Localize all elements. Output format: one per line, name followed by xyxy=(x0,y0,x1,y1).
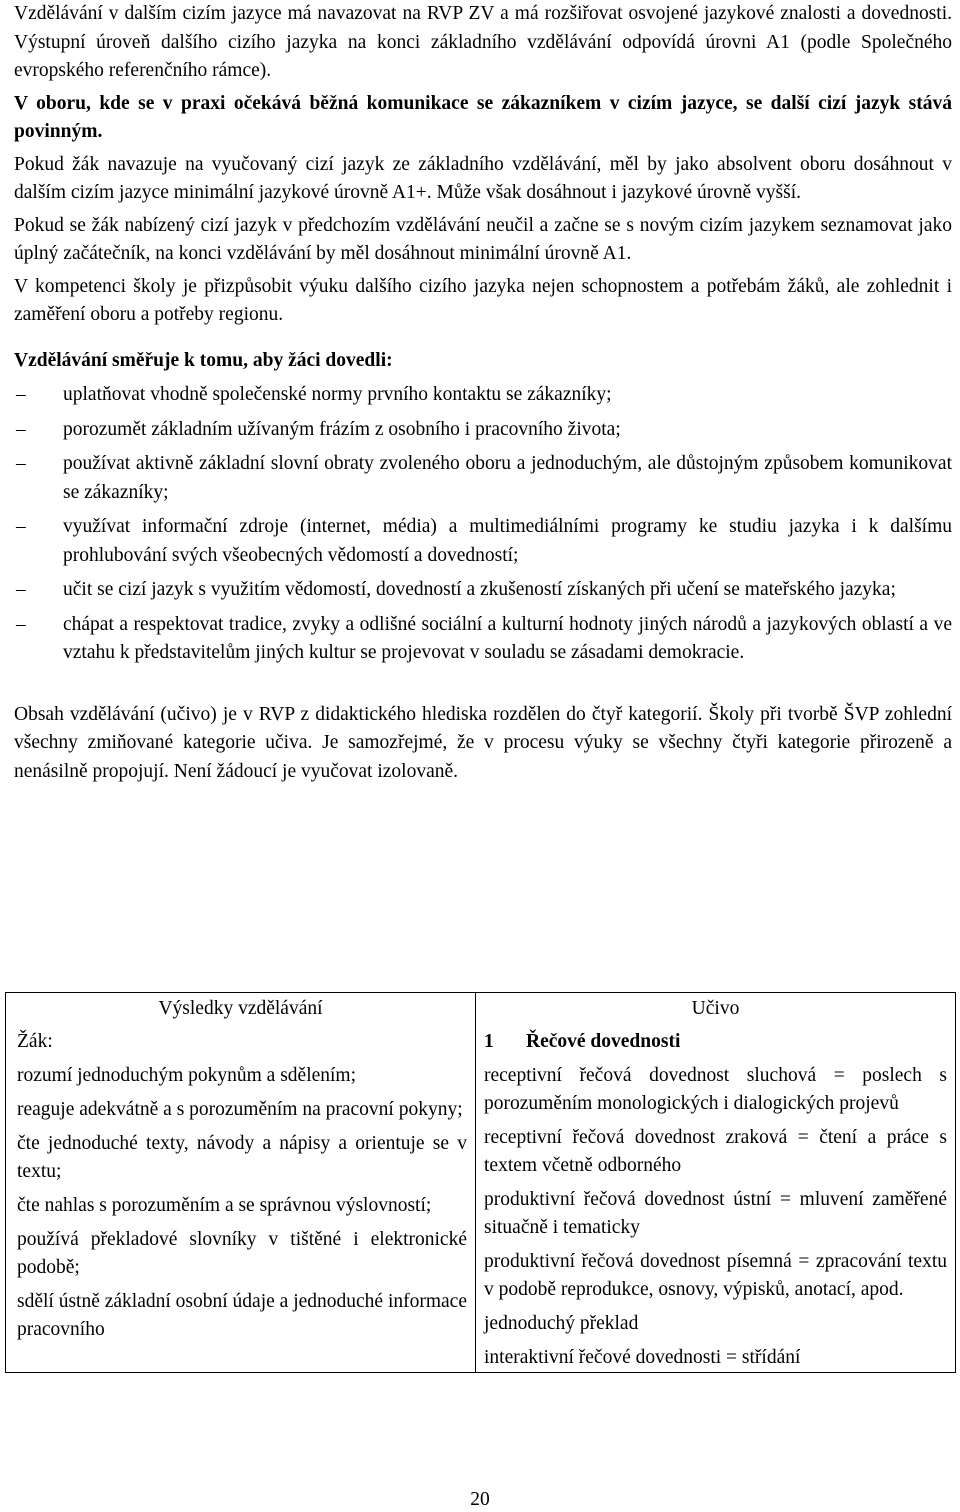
column-header-outcomes: Výsledky vzdělávání xyxy=(6,993,476,1026)
curriculum-item: interaktivní řečové dovednosti = střídání xyxy=(484,1347,801,1368)
list-item: – učit se cizí jazyk s využitím vědomostí, dovedností a zkušeností získaných při učení se mateřského jazyka; xyxy=(14,576,952,605)
dash-bullet: – xyxy=(16,453,26,474)
list-item: – používat aktivně základní slovní obraty zvoleného oboru a jednoduchým, ale důstojným způsobem komunikovat se zákazníky; xyxy=(14,450,952,507)
intro-paragraph-1: Vzdělávání v dalším cizím jazyce má navazovat na RVP ZV a má rozšiřovat osvojené jazykové znalosti a dovednosti. Výstupní úroveň dalšího cizího jazyka na konci základního vzdělávání odpovídá úrovni A1 (podle Společného evropského referenčního rámce). xyxy=(14,3,952,81)
curriculum-item: produktivní řečová dovednost písemná = zpracování textu v podobě reprodukce, osnovy, výpisků, anotací, apod. xyxy=(484,1251,947,1300)
column-header-curriculum: Učivo xyxy=(691,998,740,1019)
section-title: Řečové dovednosti xyxy=(526,1031,681,1052)
dash-bullet: – xyxy=(16,613,26,635)
dash-bullet: – xyxy=(16,418,26,440)
outcomes-table xyxy=(5,992,956,1373)
outcome-item: čte jednoduché texty, návody a nápisy a orientuje se v textu; xyxy=(17,1133,467,1182)
curriculum-section-heading xyxy=(484,1028,947,1056)
curriculum-item: receptivní řečová dovednost zraková = čtení a práce s textem včetně odborného xyxy=(484,1127,947,1176)
pupil-label: Žák: xyxy=(17,1031,53,1052)
curriculum-item: produktivní řečová dovednost ústní = mluvení zaměřené situačně i tematicky xyxy=(484,1189,947,1238)
table-row xyxy=(6,1025,956,1373)
outcome-item: rozumí jednoduchým pokynům a sdělením; xyxy=(17,1065,357,1086)
table-header-row xyxy=(6,993,956,1026)
outcome-item: používá překladové slovníky v tištěné i elektronické podobě; xyxy=(17,1229,467,1278)
curriculum-cell xyxy=(476,1025,956,1373)
dash-bullet: – xyxy=(16,516,26,537)
section-number: 1 xyxy=(484,1031,494,1052)
outcomes-cell xyxy=(6,1025,476,1373)
outcome-item: čte nahlas s porozuměním a se správnou výslovností; xyxy=(17,1195,432,1216)
outcome-item: reaguje adekvátně a s porozuměním na pracovní pokyny; xyxy=(17,1099,463,1120)
outcome-item: sdělí ústně základní osobní údaje a jednoduché informace pracovního xyxy=(17,1291,467,1340)
list-item: – využívat informační zdroje (internet, média) a multimediálními programy ke studiu jazyka i k dalšímu prohlubování svých všeobecných vědomostí a dovedností; xyxy=(14,513,952,570)
dash-bullet: – xyxy=(16,384,26,405)
content-note: Obsah vzdělávání (učivo) je v RVP z didaktického hlediska rozdělen do čtyř kategorií. Školy při tvorbě ŠVP zohlední všechny zmiňované kategorie učiva. Je samozřejmé, že v procesu výuky se všechny čtyři kategorie přirozeně a nenásilně propojují. Není žádoucí je vyučovat izolovaně. xyxy=(14,703,952,782)
dash-bullet: – xyxy=(16,579,26,600)
intro-paragraph-mandatory: V oboru, kde se v praxi očekává běžná komunikace se zákazníkem v cizím jazyce, se další cizí jazyk stává povinným. xyxy=(14,92,952,142)
list-item: – chápat a respektovat tradice, zvyky a odlišné sociální a kulturní hodnoty jiných národů a jazykových oblastí a ve vztahu k představitelům jiných kultur se projevovat v souladu se zásadami demokracie. xyxy=(14,611,952,668)
list-item: – uplatňovat vhodně společenské normy prvního kontaktu se zákazníky; xyxy=(14,381,952,410)
goals-list xyxy=(14,381,952,668)
intro-paragraph-4: Pokud se žák nabízený cizí jazyk v předchozím vzdělávání neučil a začne se s novým cizím jazykem seznamovat jako úplný začátečník, na konci vzdělávání by měl dosáhnout minimální úrovně A1. xyxy=(14,214,952,264)
intro-section xyxy=(14,0,952,786)
page-number: 20 xyxy=(470,1489,490,1510)
list-item: – porozumět základním užívaným frázím z osobního i pracovního života; xyxy=(14,416,952,445)
goals-heading: Vzdělávání směřuje k tomu, aby žáci dovedli: xyxy=(14,349,393,371)
intro-paragraph-3: Pokud žák navazuje na vyučovaný cizí jazyk ze základního vzdělávání, měl by jako absolvent oboru dosáhnout v dalším cizím jazyce minimální jazykové úrovně A1+. Může však dosáhnout i jazykové úrovně vyšší. xyxy=(14,153,952,203)
curriculum-item: receptivní řečová dovednost sluchová = poslech s porozuměním monologických i dialogických projevů xyxy=(484,1065,947,1114)
curriculum-item: jednoduchý překlad xyxy=(484,1313,639,1334)
intro-paragraph-5: V kompetenci školy je přizpůsobit výuku dalšího cizího jazyka nejen schopnostem a potřebám žáků, ale zohlednit i zaměření oboru a potřeby regionu. xyxy=(14,275,952,325)
